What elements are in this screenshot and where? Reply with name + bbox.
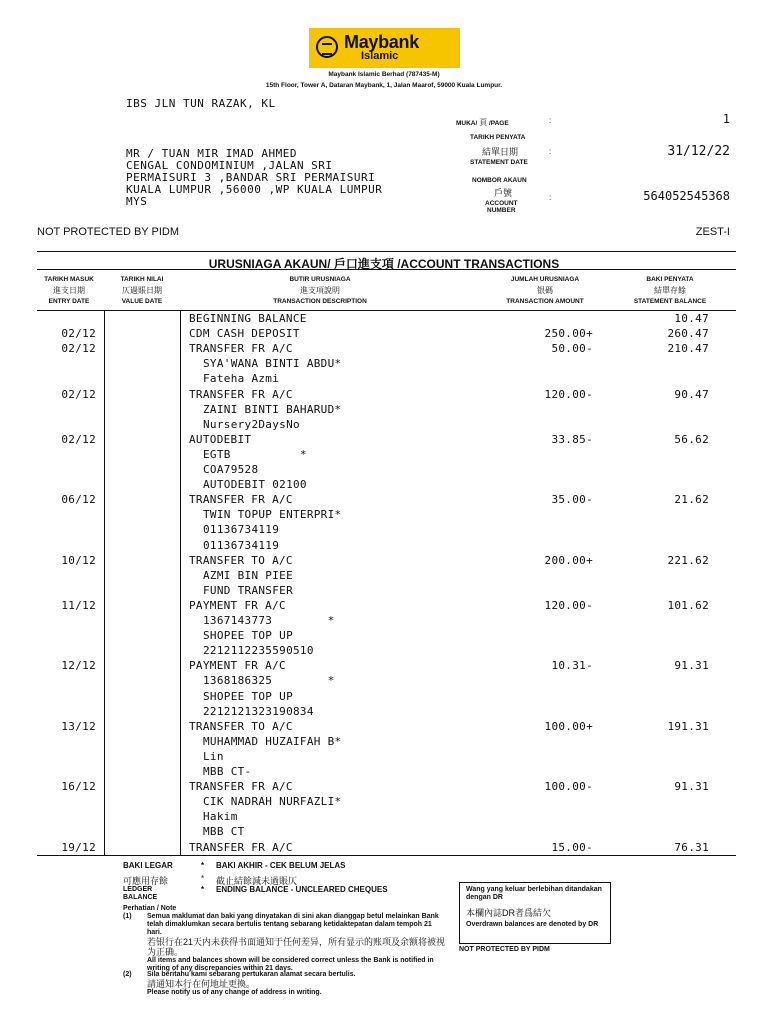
- overdrawn-en: Overdrawn balances are denoted by DR: [466, 921, 599, 928]
- table-row: [0, 674, 768, 689]
- table-row: [0, 539, 768, 554]
- colon: :: [549, 147, 552, 156]
- transaction-description: SYA'WANA BINTI ABDU*: [203, 357, 342, 371]
- table-row: [0, 508, 768, 523]
- transaction-amount: 120.00-: [544, 598, 593, 612]
- transaction-description: Hakim: [203, 810, 238, 824]
- transaction-description: TRANSFER FR A/C: [189, 780, 293, 794]
- customer-line: PERMAISURI 3 ,BANDAR SRI PERMAISURI: [126, 171, 376, 184]
- note-2: Sila beritahu kami sebarang pertukaran alamat secara bertulis. 請通知本行在何地址更換。 Please notify us of any change of address in writing.: [147, 971, 356, 996]
- transaction-description: AUTODEBIT 02100: [203, 478, 307, 492]
- transaction-description: 2212121323190834: [203, 704, 314, 718]
- transaction-description: 1368186325 *: [203, 674, 335, 688]
- statement-balance: 101.62: [667, 598, 709, 612]
- transaction-amount: 35.00-: [551, 493, 593, 507]
- transaction-description: AUTODEBIT: [189, 432, 252, 446]
- legend-en-label: LEDGER BALANCE: [123, 886, 158, 901]
- logo-sub: Islamic: [361, 50, 399, 62]
- transaction-amount: 200.00+: [544, 553, 593, 567]
- transaction-description: MBB CT: [203, 825, 245, 839]
- table-row: [0, 720, 768, 735]
- account-number-label-en: ACCOUNT: [485, 200, 518, 207]
- pidm-notice: NOT PROTECTED BY PIDM: [37, 226, 180, 238]
- table-row: [0, 554, 768, 569]
- column-header-value-date: TARIKH NILAI 仄過賬日期 VALUE DATE: [120, 276, 164, 305]
- table-row: [0, 644, 768, 659]
- statement-balance: 221.62: [667, 553, 709, 567]
- legend-ms-text: BAKI AKHIR - CEK BELUM JELAS: [216, 861, 346, 870]
- customer-address: [126, 148, 382, 208]
- account-number-label-cn: 戶號: [494, 188, 513, 198]
- transaction-amount: 50.00-: [551, 342, 593, 356]
- overdrawn-cn: 本欄內誌DR者爲結欠: [466, 908, 551, 918]
- logo-brand: Maybank: [344, 32, 419, 52]
- transaction-description: Fateha Azmi: [203, 372, 280, 386]
- table-row: [0, 780, 768, 795]
- entry-date: 02/12: [61, 387, 96, 401]
- statement-date-value: 31/12/22: [667, 144, 730, 159]
- statement-balance: 76.31: [674, 840, 709, 854]
- table-row: [0, 312, 768, 327]
- transaction-description: TRANSFER FR A/C: [189, 493, 293, 507]
- account-number-label-en: NUMBER: [487, 207, 516, 214]
- transaction-description: Nursery2DaysNo: [203, 417, 300, 431]
- transaction-description: MBB CT-: [203, 765, 252, 778]
- statement-balance: 56.62: [674, 432, 709, 446]
- column-header-entry-date: TARIKH MASUK 進支日期 ENTRY DATE: [44, 276, 94, 305]
- statement-balance: 91.31: [674, 780, 709, 794]
- page-label: MUKA/ 頁 /PAGE: [456, 118, 509, 127]
- tiger-emblem-icon: [316, 36, 338, 58]
- table-row: [0, 327, 768, 342]
- product-name: ZEST-I: [695, 226, 730, 238]
- note-number: (1): [123, 913, 132, 920]
- entry-date: 13/12: [61, 719, 96, 733]
- divider: [37, 855, 736, 856]
- entry-date: 16/12: [61, 780, 96, 794]
- transaction-description: TRANSFER FR A/C: [189, 342, 293, 356]
- entry-date: 10/12: [61, 553, 96, 567]
- table-row: [0, 705, 768, 720]
- entry-date: 12/12: [61, 659, 96, 673]
- entry-date: 02/12: [61, 342, 96, 356]
- transaction-description: SHOPEE TOP UP: [203, 629, 293, 643]
- customer-line: MYS: [126, 195, 148, 208]
- transaction-description: PAYMENT FR A/C: [189, 598, 286, 612]
- table-row: [0, 433, 768, 448]
- colon: :: [549, 193, 552, 202]
- statement-balance: 91.31: [674, 659, 709, 673]
- account-number-value: 564052545368: [643, 189, 730, 203]
- entry-date: 11/12: [61, 598, 96, 612]
- overdrawn-ms: Wang yang keluar berlebihan ditandakan dengan DR: [466, 886, 602, 901]
- transaction-amount: 250.00+: [544, 327, 593, 341]
- statement-balance: 10.47: [674, 312, 709, 325]
- transaction-amount: 15.00-: [551, 840, 593, 854]
- transaction-table: [0, 310, 768, 855]
- transaction-description: TWIN TOPUP ENTERPRI*: [203, 508, 342, 522]
- note-heading: Perhatian / Note: [123, 905, 177, 912]
- statement-balance: 191.31: [667, 719, 709, 733]
- overdrawn-notice-box: [459, 882, 611, 944]
- maybank-logo: [309, 28, 460, 68]
- legend-star: *: [201, 861, 205, 870]
- transaction-description: PAYMENT FR A/C: [189, 659, 286, 673]
- transaction-description: EGTB *: [203, 447, 307, 461]
- legend-ms-label: BAKI LEGAR: [123, 861, 173, 870]
- table-row: [0, 765, 768, 780]
- legend-en-text: ENDING BALANCE - UNCLEARED CHEQUES: [216, 885, 388, 894]
- transaction-description: 2212112235590510: [203, 644, 314, 658]
- transaction-description: 01136734119: [203, 538, 280, 552]
- column-header-description: BUTIR URUSNIAGA 進支項說明 TRANSACTION DESCRIPTION: [273, 276, 367, 305]
- transaction-description: CDM CASH DEPOSIT: [189, 327, 300, 341]
- entry-date: 06/12: [61, 493, 96, 507]
- entry-date: 02/12: [61, 432, 96, 446]
- transaction-description: TRANSFER FR A/C: [189, 387, 293, 401]
- column-header-balance: BAKI PENYATA 結單存餘 STATEMENT BALANCE: [633, 276, 707, 305]
- legend-cn-text: 截止結餘減未過賬仄: [216, 876, 298, 886]
- table-row: [0, 418, 768, 433]
- table-row: [0, 403, 768, 418]
- transaction-description: COA79528: [203, 463, 259, 476]
- entry-date: 02/12: [61, 327, 96, 341]
- legend-star: *: [201, 885, 205, 894]
- legend-star: *: [201, 874, 205, 883]
- table-row: [0, 584, 768, 599]
- statement-balance: 260.47: [667, 327, 709, 341]
- transaction-description: 01136734119: [203, 523, 280, 537]
- table-row: [0, 599, 768, 614]
- statement-balance: 21.62: [674, 493, 709, 507]
- section-title: URUSNIAGA AKAUN/ 戶口進支項 /ACCOUNT TRANSACTIONS: [208, 257, 560, 271]
- customer-line: MR / TUAN MIR IMAD AHMED: [126, 147, 297, 160]
- legend-cn-label: 可應用存餘: [123, 876, 169, 886]
- table-row: [0, 795, 768, 810]
- table-row: [0, 810, 768, 825]
- table-row: [0, 659, 768, 674]
- transaction-amount: 120.00-: [544, 387, 593, 401]
- transaction-description: TRANSFER TO A/C: [189, 553, 293, 567]
- statement-date-label-en: STATEMENT DATE: [470, 159, 528, 166]
- note-1: Semua maklumat dan baki yang dinyatakan di sini akan dianggap betul melainkan Bank telah dimaklumkan secara bertulis tentang sebarang ketidaktepatan dalam tempoh 21 hari. 若银行在21天内未获得书面通知于任何差异，所有显示的账项及余额将被视为正确。 All items and balances shown will be considered correct unless the Bank is notified in writing of any discrepancies within 21 days.: [147, 913, 446, 972]
- table-row: [0, 388, 768, 403]
- table-row: [0, 372, 768, 387]
- divider: [37, 251, 736, 252]
- table-row: [0, 463, 768, 478]
- table-row: [0, 478, 768, 493]
- table-row: [0, 614, 768, 629]
- transaction-description: Lin: [203, 749, 224, 763]
- page-number: 1: [722, 112, 730, 126]
- table-row: [0, 493, 768, 508]
- statement-balance: 210.47: [667, 342, 709, 356]
- transaction-description: AZMI BIN PIEE: [203, 568, 293, 582]
- statement-date-label-ms: TARIKH PENYATA: [470, 134, 526, 141]
- transaction-description: MUHAMMAD HUZAIFAH B*: [203, 734, 342, 748]
- table-row: [0, 569, 768, 584]
- company-address: 15th Floor, Tower A, Dataran Maybank, 1, Jalan Maarof, 59000 Kuala Lumpur.: [265, 82, 503, 89]
- column-header-amount: JUMLAH URUSNIAGA 银碼 TRANSACTION AMOUNT: [506, 276, 584, 305]
- colon: :: [549, 116, 552, 125]
- statement-balance: 90.47: [674, 387, 709, 401]
- transaction-amount: 100.00-: [544, 780, 593, 794]
- table-row: [0, 735, 768, 750]
- table-row: [0, 448, 768, 463]
- account-number-label-ms: NOMBOR AKAUN: [472, 177, 527, 184]
- divider: [37, 269, 736, 270]
- box-pidm-notice: NOT PROTECTED BY PIDM: [459, 946, 550, 953]
- transaction-description: ZAINI BINTI BAHARUD*: [203, 402, 342, 416]
- table-row: [0, 825, 768, 840]
- statement-date-label-cn: 結單日期: [482, 147, 519, 157]
- transaction-description: FUND TRANSFER: [203, 583, 293, 597]
- entry-date: 19/12: [61, 840, 96, 854]
- transaction-amount: 10.31-: [551, 659, 593, 673]
- table-row: [0, 750, 768, 765]
- customer-line: CENGAL CONDOMINIUM ,JALAN SRI: [126, 159, 333, 172]
- transaction-description: SHOPEE TOP UP: [203, 689, 293, 703]
- transaction-description: TRANSFER FR A/C: [189, 840, 293, 854]
- table-row: [0, 629, 768, 644]
- transaction-amount: 100.00+: [544, 719, 593, 733]
- transaction-description: BEGINNING BALANCE: [189, 312, 307, 325]
- customer-line: KUALA LUMPUR ,56000 ,WP KUALA LUMPUR: [126, 183, 383, 196]
- branch-name: IBS JLN TUN RAZAK, KL: [126, 97, 276, 110]
- transaction-description: TRANSFER TO A/C: [189, 719, 293, 733]
- table-row: [0, 690, 768, 705]
- table-row: [0, 357, 768, 372]
- transaction-description: CIK NADRAH NURFAZLI*: [203, 795, 342, 809]
- table-row: [0, 523, 768, 538]
- table-row: [0, 342, 768, 357]
- note-number: (2): [123, 971, 132, 978]
- company-name: Maybank Islamic Berhad (787435-M): [328, 71, 440, 78]
- transaction-amount: 33.85-: [551, 432, 593, 446]
- table-row: [0, 841, 768, 856]
- transaction-description: 1367143773 *: [203, 614, 335, 627]
